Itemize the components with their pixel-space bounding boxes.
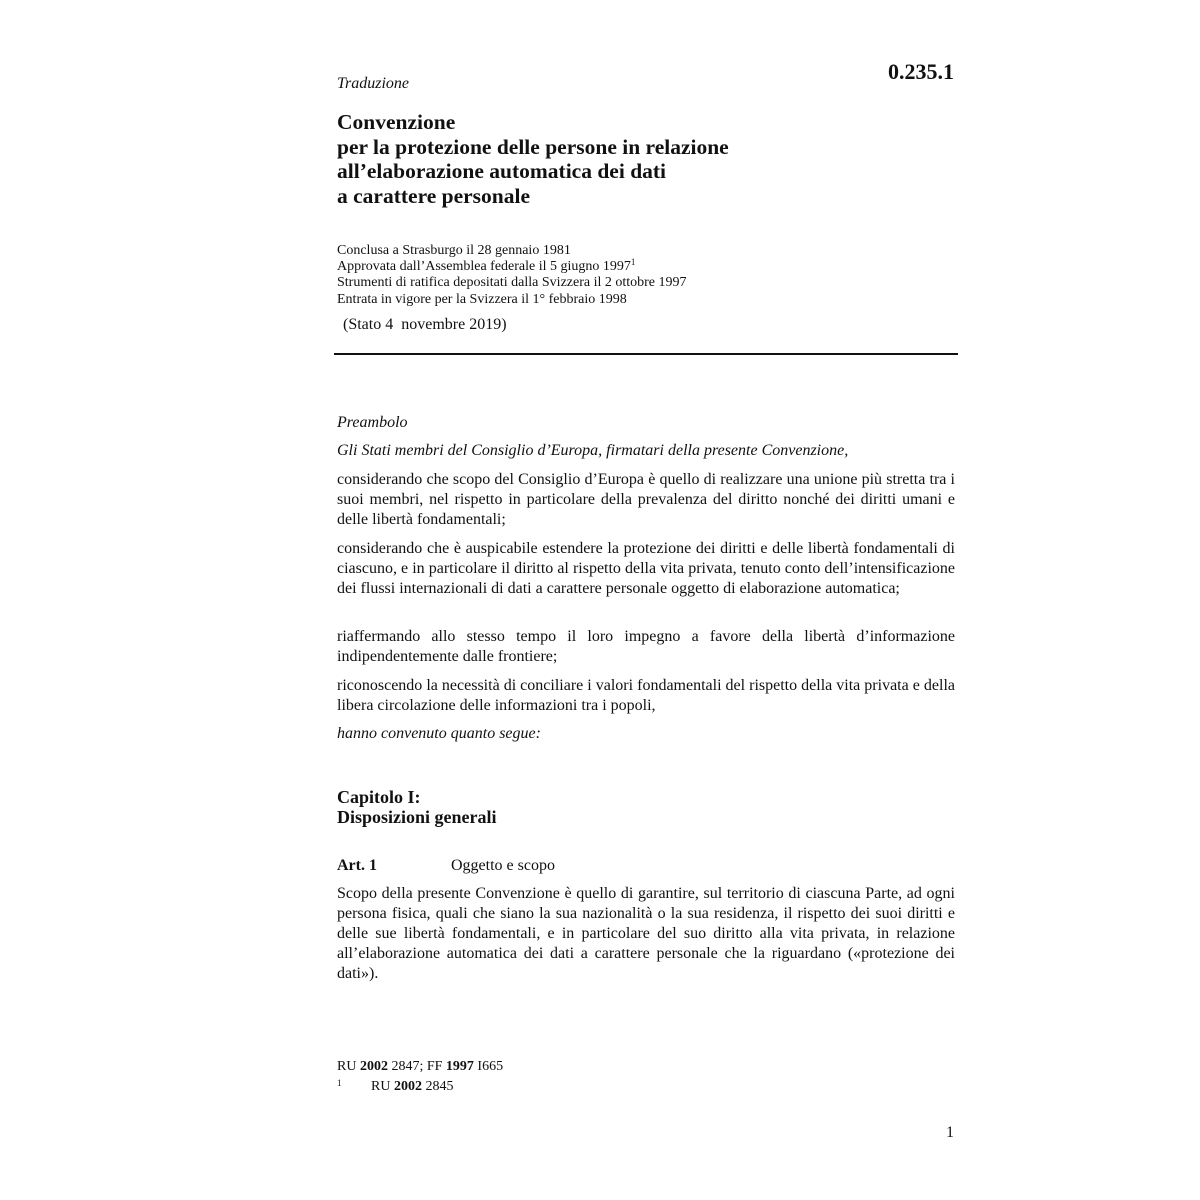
- status-date: (Stato 4 novembre 2019): [343, 316, 507, 333]
- approved-date-line: [337, 259, 957, 275]
- preamble-paragraph: riconoscendo la necessità di conciliare i valori fondamentali del rispetto della vita privata e della libera circolazione delle informazioni tra i popoli,: [337, 677, 955, 714]
- title-line: per la protezione delle persone in relazione: [337, 134, 729, 159]
- preamble-paragraph: considerando che scopo del Consiglio d’Europa è quello di realizzare una unione più stretta tra i suoi membri, nel rispetto in particolare della prevalenza del diritto nonché dei diritti umani e delle libertà fondamentali;: [337, 471, 955, 528]
- footnote-reference[interactable]: 1: [630, 257, 636, 268]
- footnote-1: 1 RU 2002 2845: [337, 1078, 454, 1094]
- concluded-date: Conclusa a Strasburgo il 28 gennaio 1981: [337, 243, 571, 258]
- title-line: all’elaborazione automatica dei dati: [337, 159, 667, 183]
- article-number: Art. 1: [337, 857, 377, 874]
- page-number: 1: [946, 1124, 954, 1141]
- entry-into-force-date: Entrata in vigore per la Svizzera il 1° febbraio 1998: [337, 291, 627, 307]
- article-text: Scopo della presente Convenzione è quello di garantire, sul territorio di ciascuna Parte, ad ogni persona fisica, quali che siano la sua nazionalità o la sua residenza, il rispetto dei suoi diritti e delle sue libertà fondamentali, e in particolare del suo diritto alla vita privata, in relazione all’elaborazione automatica dei dati a carattere personale che la riguardano («protezione dei dati»).: [337, 885, 955, 982]
- sr-number: 0.235.1: [888, 59, 954, 84]
- approved-date: Approvata dall’Assemblea federale il 5 giugno 1997: [337, 259, 631, 275]
- chapter-title: Disposizioni generali: [337, 807, 497, 827]
- title-line: a carattere personale: [337, 183, 531, 208]
- preamble-paragraph: riaffermando allo stesso tempo il loro impegno a favore della libertà d’informazione indipendentemente dalle frontiere;: [337, 628, 955, 665]
- chapter-number: Capitolo I:: [337, 787, 421, 807]
- preamble-intro: Gli Stati membri del Consiglio d’Europa, firmatari della presente Convenzione,: [337, 442, 849, 459]
- title-line: Convenzione: [337, 110, 456, 134]
- preamble-closing: hanno convenuto quanto segue:: [337, 725, 541, 742]
- document-title: [337, 110, 957, 208]
- header-divider: [334, 353, 958, 355]
- footnotes: [337, 1057, 503, 1097]
- source-reference: RU 2002 2847; FF 1997 I665: [337, 1059, 504, 1074]
- article-title: Oggetto e scopo: [451, 857, 555, 874]
- document-metadata: [337, 243, 957, 308]
- preamble-paragraph: considerando che è auspicabile estendere la protezione dei diritti e delle libertà fondamentali di ciascuno, e in particolare il diritto al rispetto della vita privata, tenuto conto dell’intensificazione dei flussi internazionali di dati a carattere personale oggetto di elaborazione automatica;: [337, 540, 955, 597]
- chapter-heading: [337, 787, 497, 827]
- translation-label: Traduzione: [337, 75, 410, 92]
- ratification-date: Strumenti di ratifica depositati dalla Svizzera il 2 ottobre 1997: [337, 275, 687, 291]
- preamble-heading: Preambolo: [337, 414, 408, 431]
